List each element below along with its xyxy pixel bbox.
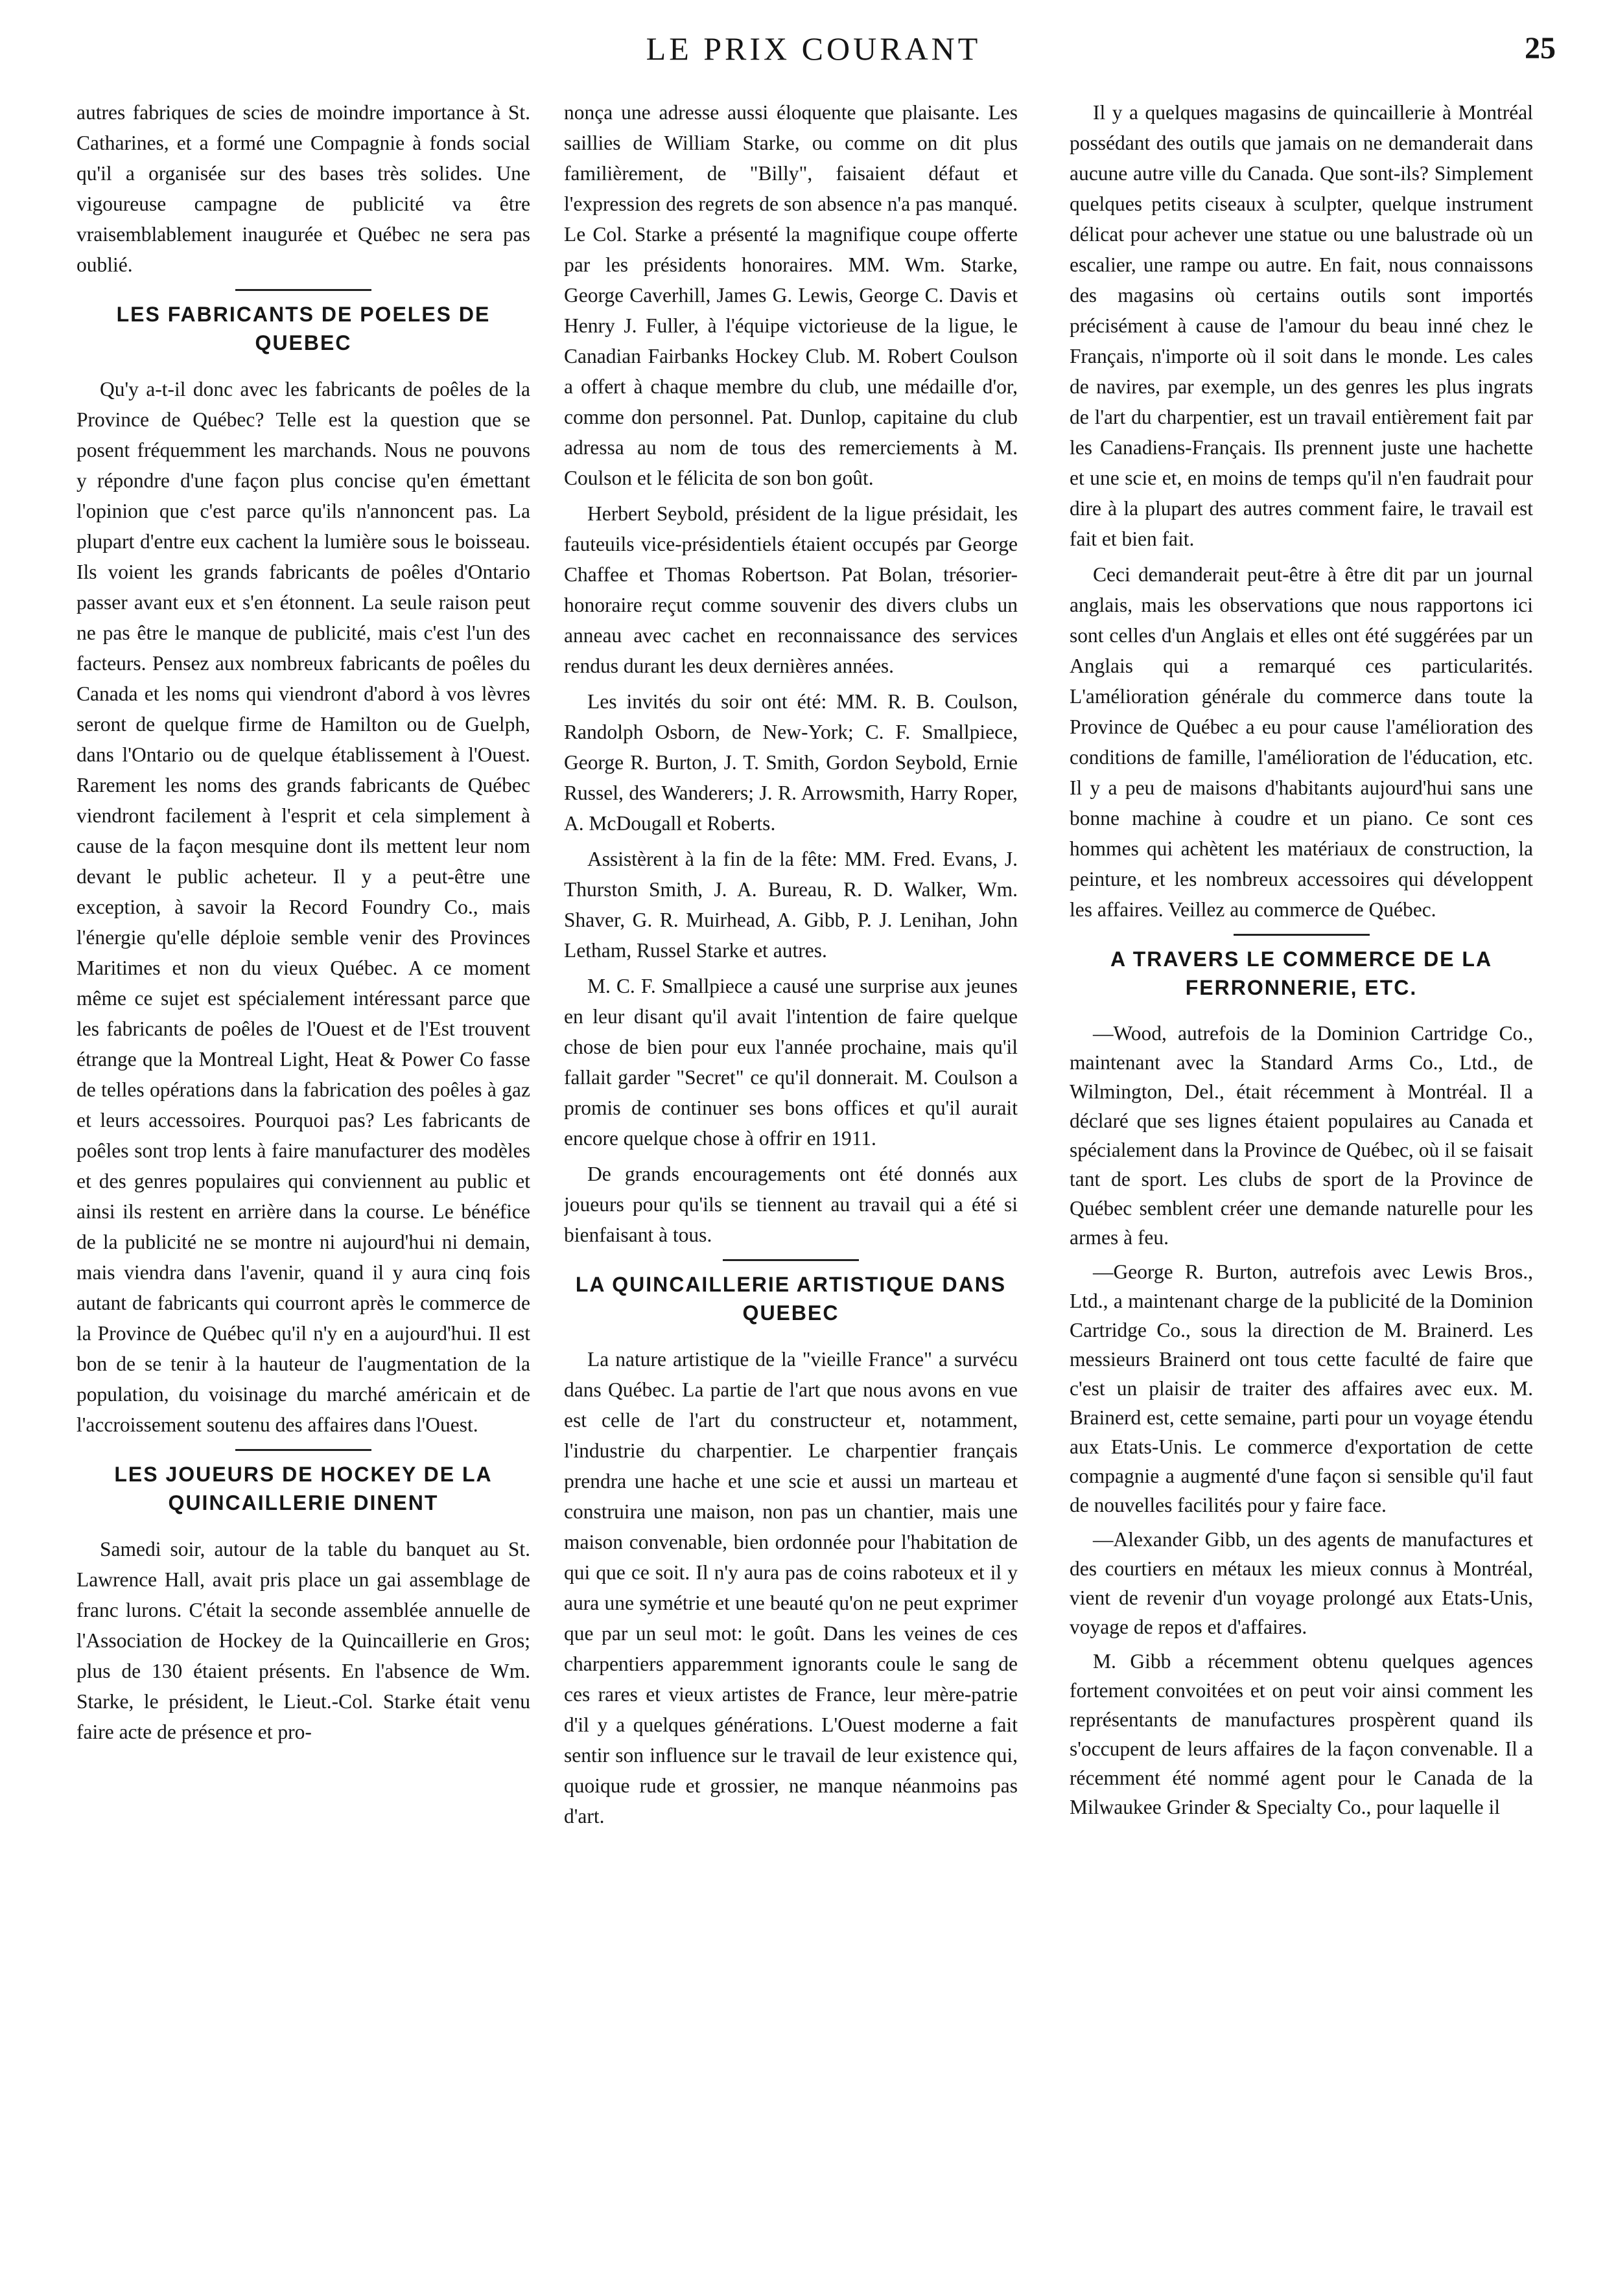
paragraph: Il y a quelques magasins de quincaillerie à Montréal possédant des outils que jamais on ne demanderait dans aucune autre ville du Canada. Que sont-ils? Simplement quelques petits ciseaux à sculpter, quelque instrument délicat pour achever une statue ou une balustrade où un escalier, une rampe ou autre. En fait, nous connaissons des magasins où certains outils sont importés précisément à cause de l'amour du beau inné chez le Français, n'importe où il soit dans le monde. Les cales de navires, par exemple, un des genres les plus ingrats de l'art du charpentier, est un travail entièrement fait par les Canadiens-Français. Ils prennent juste une hachette et une scie et, en moins de temps qu'il n'en faudrait pour dire à la plupart des autres comment faire, le travail est fait et bien fait. (1070, 101, 1533, 550)
paragraph: autres fabriques de scies de moindre importance à St. Catharines, et a formé une Compagnie à fonds social qu'il a organisée sur des bases très solides. Une vigoureuse campagne de publicité va être vraisemblablement inaugurée et Québec ne sera pas oublié. (76, 101, 530, 276)
section-divider (235, 289, 371, 291)
section-divider (1234, 934, 1370, 936)
paragraph: nonça une adresse aussi éloquente que plaisante. Les saillies de William Starke, ou comme on dit plus familièrement, de "Billy", faisaient défaut et l'expression des regrets de son absence n'a pas manqué. Le Col. Starke a présenté la magnifique coupe offerte par les présidents honoraires. MM. Wm. Starke, George Caverhill, James G. Lewis, George C. Davis et Henry J. Fuller, à l'équipe victorieuse de la ligue, le Canadian Fairbanks Hockey Club. M. Robert Coulson a offert à chaque membre du club, une médaille d'or, comme don personnel. Pat. Dunlop, capitaine du club adressa au nom de tous des remerciements à M. Coulson et le félicita de son bon goût. (564, 101, 1018, 489)
paragraph: —Wood, autrefois de la Dominion Cartridge Co., maintenant avec la Standard Arms Co., Ltd., de Wilmington, Del., était récemment à Montréal. Il a déclaré que ses lignes étaient populaires au Canada et spécialement dans la Province de Québec, où il se faisait tant de sport. Les clubs de sport de la Province de Québec semblent créer une demande naturelle pour les armes à feu. (1070, 1022, 1533, 1249)
paragraph: Assistèrent à la fin de la fête: MM. Fred. Evans, J. Thurston Smith, J. A. Bureau, R. D. Walker, Wm. Shaver, G. R. Muirhead, A. Gibb, P. J. Lenihan, John Letham, Russel Starke et autres. (564, 848, 1018, 962)
column-1 (76, 97, 530, 2275)
section-heading: LA QUINCAILLERIE ARTISTIQUE DANS QUEBEC (575, 1273, 1007, 1325)
column-3 (1070, 97, 1533, 2275)
paragraph: M. Gibb a récemment obtenu quelques agences fortement convoitées et on peut voir ainsi comment les représentants de manufactures prospèrent quand ils s'occupent de leurs affaires de la façon convenable. Il a récemment été nommé agent pour le Canada de la Milwaukee Grinder & Specialty Co., pour laquelle il (1070, 1650, 1533, 1818)
section-heading: LES JOUEURS DE HOCKEY DE LA QUINCAILLERIE DINENT (114, 1463, 493, 1514)
page-number: 25 (1525, 31, 1556, 65)
paragraph: De grands encouragements ont été donnés aux joueurs pour qu'ils se tiennent au travail qui a été si bienfaisant à tous. (564, 1163, 1018, 1246)
paragraph: M. C. F. Smallpiece a causé une surprise aux jeunes en leur disant qu'il avait l'intention de faire quelque chose de bien pour eux l'année prochaine, mais qu'il fallait garder "Secret" ce qu'il donnerait. M. Coulson a promis de continuer ses bons offices et qu'il aurait encore quelque chose à offrir en 1911. (564, 975, 1018, 1150)
page-title: LE PRIX COURANT (646, 30, 981, 67)
paragraph: Samedi soir, autour de la table du banquet au St. Lawrence Hall, avait pris place un gai assemblage de franc lurons. C'était la seconde assemblée annuelle de l'Association de Hockey de la Quincaillerie en Gros; plus de 130 étaient présents. En l'absence de Wm. Starke, le président, le Lieut.-Col. Starke était venu faire acte de présence et pro- (76, 1538, 530, 1743)
paragraph: Ceci demanderait peut-être à être dit par un journal anglais, mais les observations que nous rapportons ici sont celles d'un Anglais et elles ont été suggérées par un Anglais qui a remarqué ces particularités. L'amélioration générale du commerce dans toute la Province de Québec a eu pour cause l'amélioration des conditions de famille, l'amélioration de l'éducation, etc. Il y a peu de maisons d'habitants aujourd'hui sans une bonne machine à coudre et un piano. Ce sont ces hommes qui achètent les matériaux de construction, la peinture, et les nombreux accessoires qui développent les affaires. Veillez au commerce de Québec. (1070, 563, 1533, 921)
section-heading: LES FABRICANTS DE POELES DE QUEBEC (116, 303, 491, 354)
paragraph: Herbert Seybold, président de la ligue présidait, les fauteuils vice-présidentiels étaient occupés par George Chaffee et Thomas Robertson. Pat Bolan, trésorier-honoraire reçut comme souvenir des divers clubs un anneau avec cachet en reconnaissance des services rendus durant les deux dernières années. (564, 502, 1018, 677)
section-divider (723, 1259, 859, 1261)
paragraph: Les invités du soir ont été: MM. R. B. Coulson, Randolph Osborn, de New-York; C. F. Smallpiece, George R. Burton, J. T. Smith, Gordon Seybold, Ernie Russel, des Wanderers; J. R. Arrowsmith, Harry Roper, A. McDougall et Roberts. (564, 690, 1018, 835)
section-heading: A TRAVERS LE COMMERCE DE LA FERRONNERIE, ETC. (1110, 947, 1493, 999)
paragraph: Qu'y a-t-il donc avec les fabricants de poêles de la Province de Québec? Telle est la question que se posent fréquemment les marchands. Nous ne pouvons y répondre d'une façon plus concise qu'en émettant l'opinion que c'est parce qu'ils n'annoncent pas. La plupart d'entre eux cachent la lumière sous le boisseau. Ils voient les grands fabricants de poêles d'Ontario passer avant eux et s'en étonnent. La seule raison peut ne pas être le manque de publicité, mais c'est l'un des facteurs. Pensez aux nombreux fabricants de poêles du Canada et les noms qui viendront d'abord à vos lèvres seront de quelque firme de Hamilton ou de Guelph, dans l'Ontario ou de quelque établissement à l'Ouest. Rarement les noms des grands fabricants de Québec viendront facilement à l'esprit et cela simplement à cause de la façon mesquine dont ils mettent leur nom devant le public acheteur. Il y a peut-être une exception, à savoir la Record Foundry Co., mais l'énergie qu'elle déploie semble venir des Provinces Maritimes et non du vieux Québec. A ce moment même ce sujet est spécialement intéressant parce que les fabricants de poêles de l'Ouest et de l'Est trouvent étrange que la Montreal Light, Heat & Power Co fasse de telles opérations dans la fabrication des poêles à gaz et leurs accessoires. Pourquoi pas? Les fabricants de poêles sont trop lents à faire manufacturer des modèles et des genres populaires qui conviennent au public et ainsi ils restent en arrière dans la course. Le bénéfice de la publicité ne se montre ni aujourd'hui ni demain, mais viendra dans l'avenir, quand il y aura cinq fois autant de fabricants qui courront après le commerce de la Province de Québec qu'il n'y en a aujourd'hui. Il est bon de se tenir à la hauteur de l'augmentation de la population, du voisinage du marché américain et de l'accroissement soutenu des affaires dans l'Ouest. (76, 378, 530, 1436)
paragraph: La nature artistique de la "vieille France" a survécu dans Québec. La partie de l'art que nous avons en vue est celle de l'art du constructeur et, notamment, l'industrie du charpentier. Le charpentier français prendra une hache et une scie et aussi un marteau et construira une maison, non pas un chantier, mais une maison convenable, bien ordonnée pour l'habitation de qui que ce soit. Il n'y aura pas de coins raboteux et il y aura une symétrie et une beauté qu'on ne peut exprimer que par un seul mot: le goût. Dans les veines de ces charpentiers apparemment ignorants coule le sang de ces rares et vieux artistes de France, leur mère-patrie d'il y a quelques générations. L'Ouest moderne a fait sentir son influence sur le travail de leur existence qui, quoique rude et grossier, ne manque néanmoins pas d'art. (564, 1348, 1018, 1827)
paragraph: —Alexander Gibb, un des agents de manufactures et des courtiers en métaux les mieux connus à Montréal, vient de revenir d'un voyage prolongé aux Etats-Unis, voyage de repos et d'affaires. (1070, 1528, 1533, 1638)
page-header (71, 27, 1556, 70)
column-2 (564, 97, 1018, 2275)
paragraph: —George R. Burton, autrefois avec Lewis Bros., Ltd., a maintenant charge de la publicité de la Dominion Cartridge Co., sous la direction de M. Brainerd. Les messieurs Brainerd ont tous cette faculté de faire que c'est un plaisir de traiter des affaires avec eux. M. Brainerd est, cette semaine, parti pour un voyage étendu aux Etats-Unis. Le commerce d'exportation de cette compagnie a augmenté d'une façon si sensible qu'il faut de nouvelles facilités pour y faire face. (1070, 1260, 1533, 1516)
section-divider (235, 1449, 371, 1451)
news-items (1070, 1019, 1533, 1822)
